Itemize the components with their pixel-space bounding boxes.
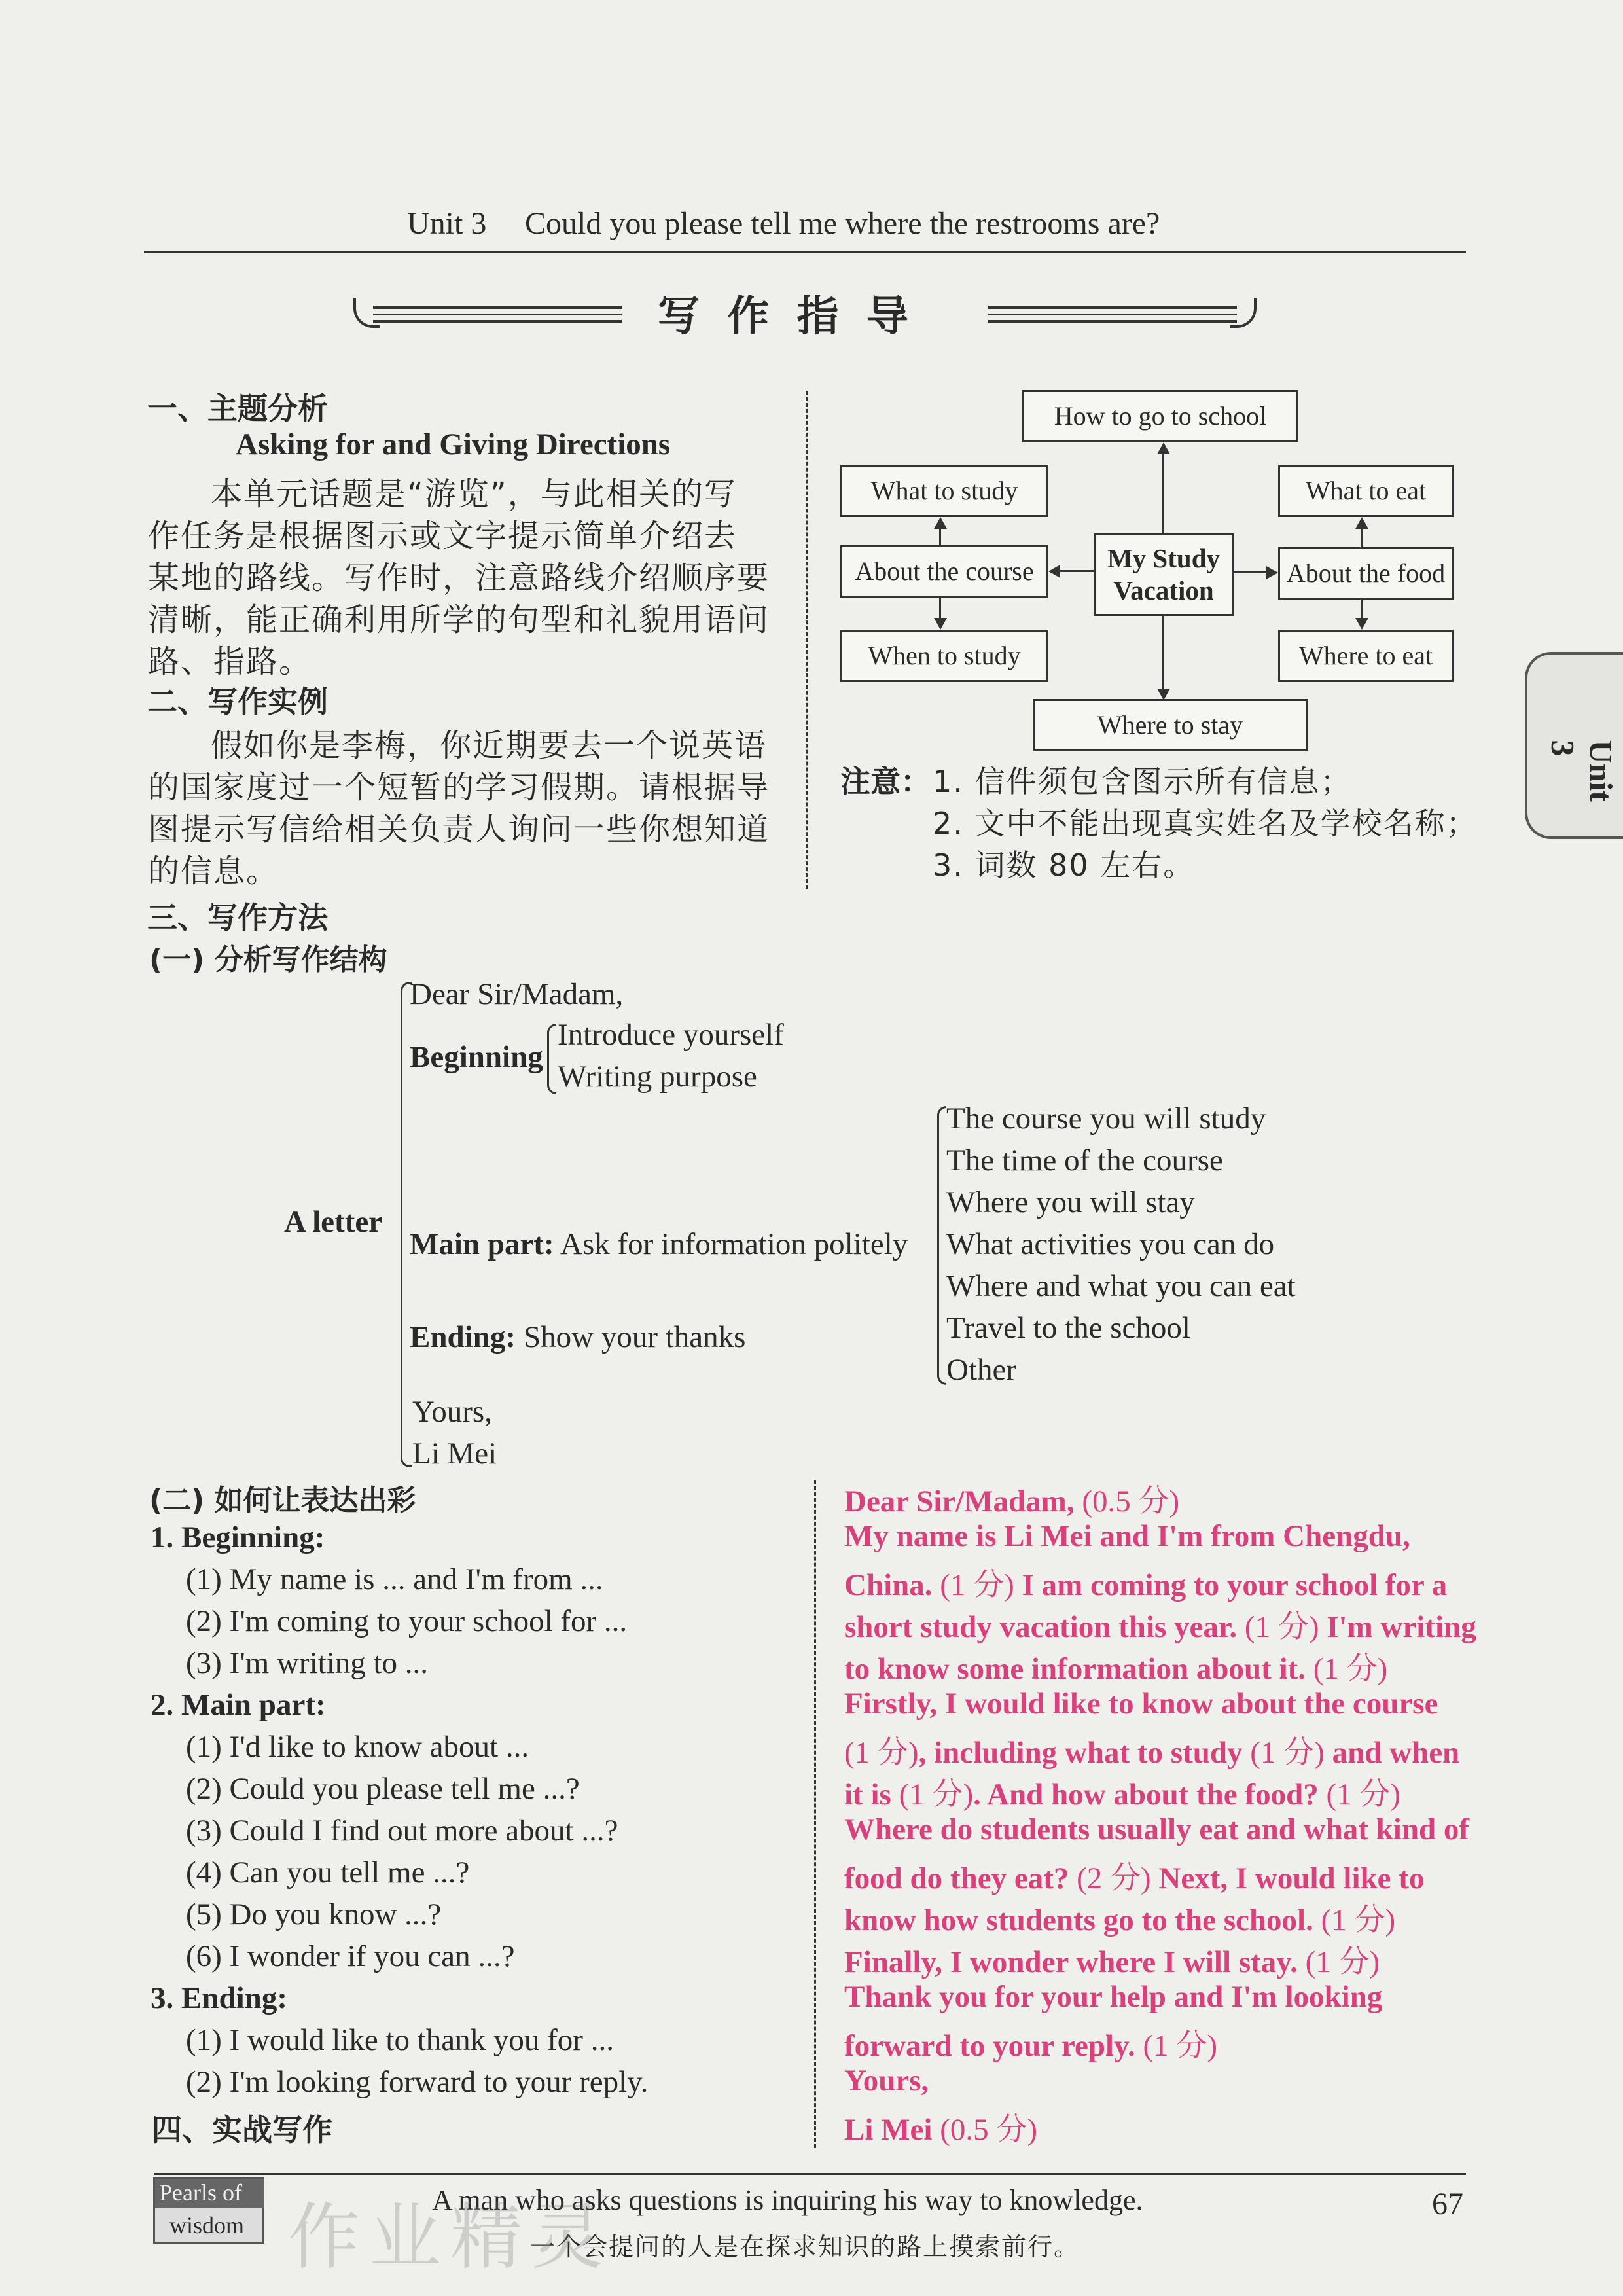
group-title: 3. Ending: <box>151 1981 287 2015</box>
mindmap-right-2: Where to eat <box>1278 630 1454 682</box>
letter-score: (1 分) <box>1313 1903 1396 1937</box>
letter-line <box>844 1477 1179 1520</box>
letter-text: Dear Sir/Madam, <box>844 1484 1075 1518</box>
letter-text: Thank you for your help and I'm looking <box>844 1980 1383 2014</box>
mindmap-right-0: What to eat <box>1278 465 1454 517</box>
tree-beginning-item: Writing purpose <box>558 1060 757 1094</box>
mindmap-left-0: What to study <box>840 465 1048 517</box>
banner-title: 写 作 指 导 <box>658 293 915 341</box>
banner-ornament-right <box>988 298 1257 332</box>
unit-label: Unit 3 <box>407 206 487 241</box>
letter-text: I am coming to your school for a <box>1022 1568 1448 1602</box>
letter-line <box>844 1979 1382 2015</box>
header-rule <box>144 251 1466 253</box>
letter-score: (2 分) <box>1077 1861 1151 1895</box>
letter-text: , including what to study <box>918 1736 1251 1770</box>
watermark: 作业精灵 <box>288 2195 613 2279</box>
notes-item: 3. 词数 80 左右。 <box>933 848 1195 883</box>
letter-line <box>844 1602 1476 1646</box>
letter-line <box>844 1812 1469 1847</box>
group-item: (1) I'd like to know about ... <box>186 1730 529 1764</box>
letter-score: (1 分) <box>932 1568 1022 1602</box>
group-item: (3) I'm writing to ... <box>186 1646 429 1680</box>
group-item: (1) I would like to thank you for ... <box>186 2023 614 2057</box>
letter-text: Firstly, I would like to know about the course <box>844 1687 1438 1721</box>
tree-main-label: Main part: <box>410 1227 554 1261</box>
section3-sub2: (二) 如何让表达出彩 <box>149 1484 416 1517</box>
letter-score: (1 分) <box>899 1778 974 1812</box>
page-title: Could you please tell me where the restrooms are? <box>525 206 1160 241</box>
mindmap-left-1: About the course <box>840 545 1048 598</box>
notes-item: 2. 文中不能出现真实姓名及学校名称； <box>933 806 1478 841</box>
letter-text: Li Mei <box>844 2113 933 2147</box>
mindmap-bottom: Where to stay <box>1033 699 1308 751</box>
mindmap-center <box>1094 533 1234 616</box>
pearls-badge-top: Pearls of <box>155 2179 264 2208</box>
section4-heading: 四、实战写作 <box>152 2112 332 2147</box>
group-title: 1. Beginning: <box>151 1520 325 1554</box>
letter-text: it is <box>844 1778 899 1812</box>
letter-text: Next, I would like to <box>1150 1861 1425 1895</box>
pearls-badge-bottom: wisdom <box>169 2212 245 2238</box>
tree-ending-text: Show your thanks <box>524 1320 746 1354</box>
banner-ornament-left <box>353 298 622 332</box>
letter-text: Where do students usually eat and what kind of <box>844 1812 1470 1846</box>
section3-sub1: (一) 分析写作结构 <box>149 943 387 977</box>
letter-text: food do they eat? <box>844 1861 1077 1895</box>
group-item: (2) I'm looking forward to your reply. <box>186 2065 649 2099</box>
mindmap-center-line: Vacation <box>1113 575 1214 605</box>
tree-closing: Yours, <box>412 1395 492 1429</box>
letter-line <box>844 1937 1380 1981</box>
letter-line <box>844 1728 1459 1772</box>
group-item: (4) Can you tell me ...? <box>186 1856 470 1890</box>
group-item: (3) Could I find out more about ...? <box>186 1814 618 1848</box>
tree-brace-beginning <box>547 1024 556 1094</box>
letter-line <box>844 1518 1410 1554</box>
tree-main-item: Other <box>946 1353 1017 1387</box>
section2-line: 图提示写信给相关负责人询问一些你想知道 <box>148 811 770 848</box>
tree-greeting: Dear Sir/Madam, <box>410 977 624 1011</box>
mindmap-left-2: When to study <box>840 630 1048 682</box>
notes-label: 注意： <box>840 764 931 799</box>
letter-text: and when <box>1324 1736 1460 1770</box>
letter-line <box>844 1770 1400 1814</box>
section2-heading: 二、写作实例 <box>147 684 328 719</box>
letter-text: My name is Li Mei and I'm from Chengdu, <box>844 1519 1410 1553</box>
tree-main-item: The time of the course <box>946 1143 1223 1177</box>
letter-score: (1 分) <box>1135 2029 1218 2063</box>
tree-main-text: Ask for information politely <box>560 1227 908 1261</box>
tree-root: A letter <box>284 1205 383 1239</box>
footer-rule <box>154 2173 1466 2175</box>
letter-score: (1 分) <box>1250 1736 1325 1770</box>
section1-line: 本单元话题是“游览”，与此相关的写 <box>211 476 737 512</box>
tree-beginning-item: Introduce yourself <box>558 1018 784 1052</box>
group-item: (2) I'm coming to your school for ... <box>186 1604 628 1638</box>
letter-line <box>844 1644 1387 1688</box>
letter-line <box>844 1895 1395 1939</box>
letter-score: (0.5 分) <box>932 2113 1037 2147</box>
tree-closing: Li Mei <box>412 1437 497 1471</box>
group-item: (6) I wonder if you can ...? <box>186 1939 515 1973</box>
unit-tab-label: Unit 3 <box>1544 740 1620 802</box>
group-title: 2. Main part: <box>151 1688 326 1722</box>
tree-ending-label: Ending: <box>410 1320 516 1354</box>
tree-main-item: What activities you can do <box>946 1227 1275 1261</box>
letter-text: forward to your reply. <box>844 2029 1135 2063</box>
letter-text: short study vacation this year. <box>844 1610 1238 1644</box>
notes-item: 1. 信件须包含图示所有信息； <box>933 764 1352 799</box>
letter-text: I'm writing <box>1327 1610 1476 1644</box>
letter-score: (1 分) <box>1326 1778 1401 1812</box>
group-item: (5) Do you know ...? <box>186 1897 442 1931</box>
group-item: (1) My name is ... and I'm from ... <box>186 1562 603 1596</box>
section1-heading: 一、主题分析 <box>147 391 328 426</box>
section2-line: 假如你是李梅，你近期要去一个说英语 <box>211 727 768 764</box>
letter-text: know how students go to the school. <box>844 1903 1313 1937</box>
quote-english: A man who asks questions is inquiring his way to knowledge. <box>432 2184 1143 2216</box>
letter-line <box>844 1686 1438 1721</box>
group-item: (2) Could you please tell me ...? <box>186 1772 580 1806</box>
letter-score: (1 分) <box>1297 1945 1380 1979</box>
letter-line <box>844 1560 1447 1604</box>
section1-line: 清晰，能正确利用所学的句型和礼貌用语问 <box>148 601 770 638</box>
letter-text: China. <box>844 1568 933 1602</box>
tree-main-item: Where and what you can eat <box>946 1269 1296 1303</box>
section1-line: 路、指路。 <box>148 643 312 680</box>
tree-main-item: Travel to the school <box>946 1311 1190 1345</box>
letter-score: (1 分) <box>1237 1610 1327 1644</box>
letter-line <box>844 2105 1037 2149</box>
letter-line <box>844 1854 1424 1897</box>
mindmap-center-line: My Study <box>1107 543 1220 573</box>
page-number: 67 <box>1432 2187 1463 2221</box>
tree-beginning-label: Beginning <box>410 1040 543 1074</box>
tree-main-item: The course you will study <box>946 1102 1266 1136</box>
section1-line: 作任务是根据图示或文字提示简单介绍去 <box>148 518 738 554</box>
quote-chinese: 一个会提问的人是在探求知识的路上摸索前行。 <box>530 2233 1080 2261</box>
letter-text: to know some information about it. <box>844 1652 1306 1686</box>
letter-text: . And how about the food? <box>973 1778 1327 1812</box>
mindmap-right-1: About the food <box>1278 547 1454 600</box>
letter-text: Yours, <box>844 2064 929 2098</box>
letter-score: (1 分) <box>1306 1652 1388 1686</box>
letter-text: Finally, I wonder where I will stay. <box>844 1945 1298 1979</box>
letter-score: (0.5 分) <box>1074 1484 1180 1518</box>
column-divider-top <box>806 391 808 889</box>
section2-line: 的国家度过一个短暂的学习假期。请根据导 <box>148 769 770 806</box>
section2-line: 的信息。 <box>148 853 279 889</box>
letter-line <box>844 2021 1217 2065</box>
letter-score: (1 分) <box>844 1736 919 1770</box>
letter-line <box>844 2063 929 2098</box>
section1-subtitle: Asking for and Giving Directions <box>236 427 671 461</box>
pearls-badge <box>153 2177 264 2244</box>
section3-heading: 三、写作方法 <box>147 900 328 935</box>
column-divider-bottom <box>814 1480 816 2148</box>
tree-brace-main-part <box>937 1106 946 1385</box>
tree-main-item: Where you will stay <box>946 1185 1195 1219</box>
mindmap-top: How to go to school <box>1022 390 1298 442</box>
section1-line: 某地的路线。写作时，注意路线介绍顺序要 <box>148 560 770 596</box>
